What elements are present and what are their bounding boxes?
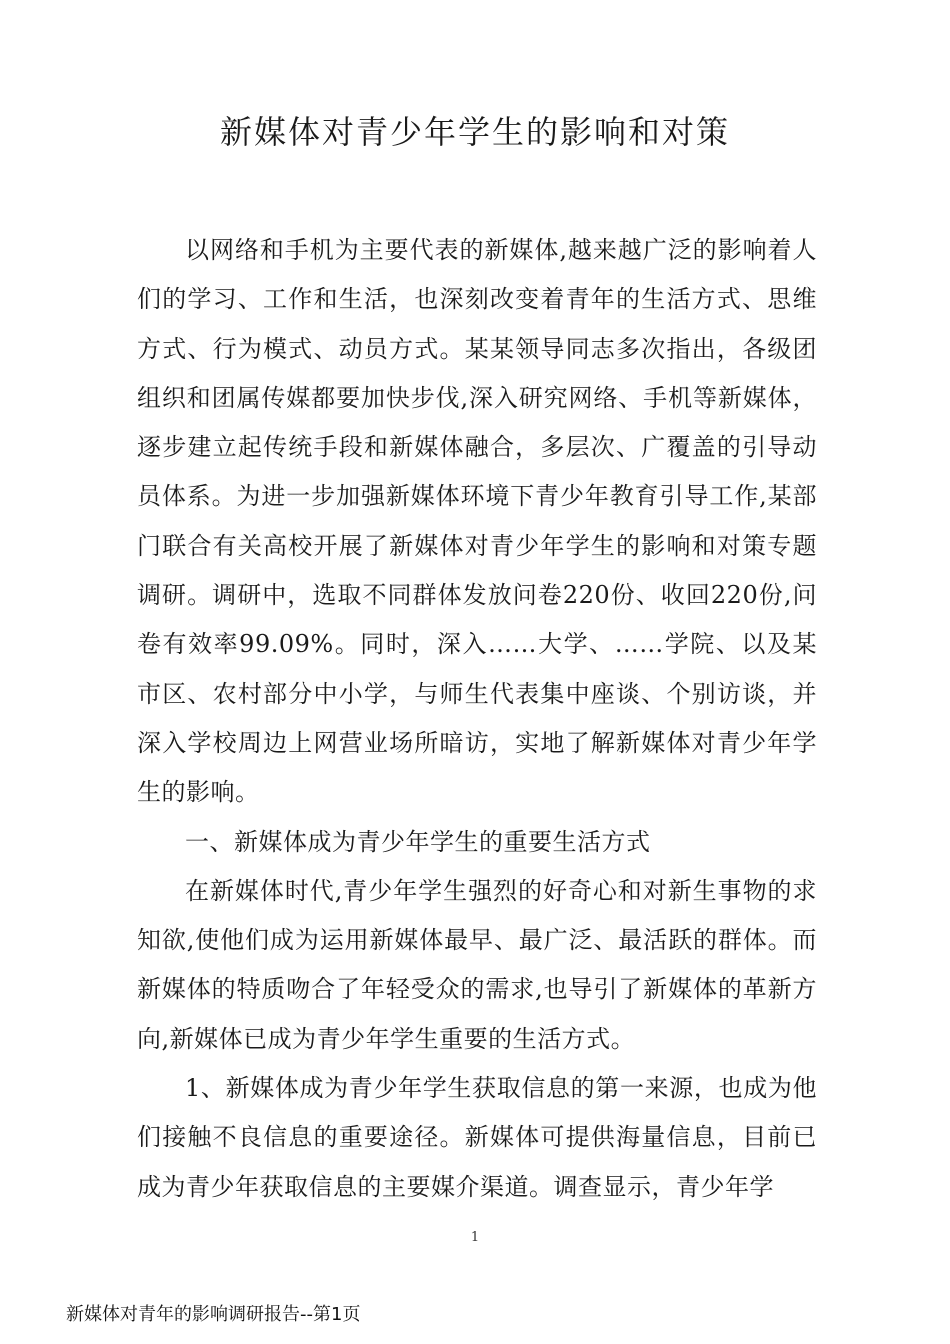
page-number: 1: [470, 1230, 480, 1245]
paragraph-section-intro: 在新媒体时代,青少年学生强烈的好奇心和对新生事物的求知欲,使他们成为运用新媒体最早、最广泛、最活跃的群体。而新媒体的特质吻合了年轻受众的需求,也导引了新媒体的革新方向,新媒体已成为青少年学生重要的生活方式。: [137, 876, 817, 1053]
section-heading: 一、新媒体成为青少年学生的重要生活方式: [185, 827, 651, 856]
document-title: 新媒体对青少年学生的影响和对策: [219, 113, 730, 151]
paragraph-intro: 以网络和手机为主要代表的新媒体,越来越广泛的影响着人们的学习、工作和生活，也深刻改变着青年的生活方式、思维方式、行为模式、动员方式。某某领导同志多次指出，各级团组织和团属传媒都要加快步伐,深入研究网络、手机等新媒体，逐步建立起传统手段和新媒体融合，多层次、广覆盖的引导动员体系。为进一步加强新媒体环境下青少年教育引导工作,某部门联合有关高校开展了新媒体对青少年学生的影响和对策专题调研。调研中，选取不同群体发放问卷220份、收回220份,问卷有效率99.09%。同时，深入……大学、……学院、以及某市区、农村部分中小学，与师生代表集中座谈、个别访谈，并深入学校周边上网营业场所暗访，实地了解新媒体对青少年学生的影响。: [137, 236, 817, 807]
paragraph-point-1: 1、新媒体成为青少年学生获取信息的第一来源，也成为他们接触不良信息的重要途径。新媒体可提供海量信息，目前已成为青少年获取信息的主要媒介渠道。调查显示，青少年学: [137, 1074, 817, 1201]
footer-caption: 新媒体对青年的影响调研报告--第1页: [66, 1304, 361, 1325]
document-body: [137, 226, 817, 1212]
